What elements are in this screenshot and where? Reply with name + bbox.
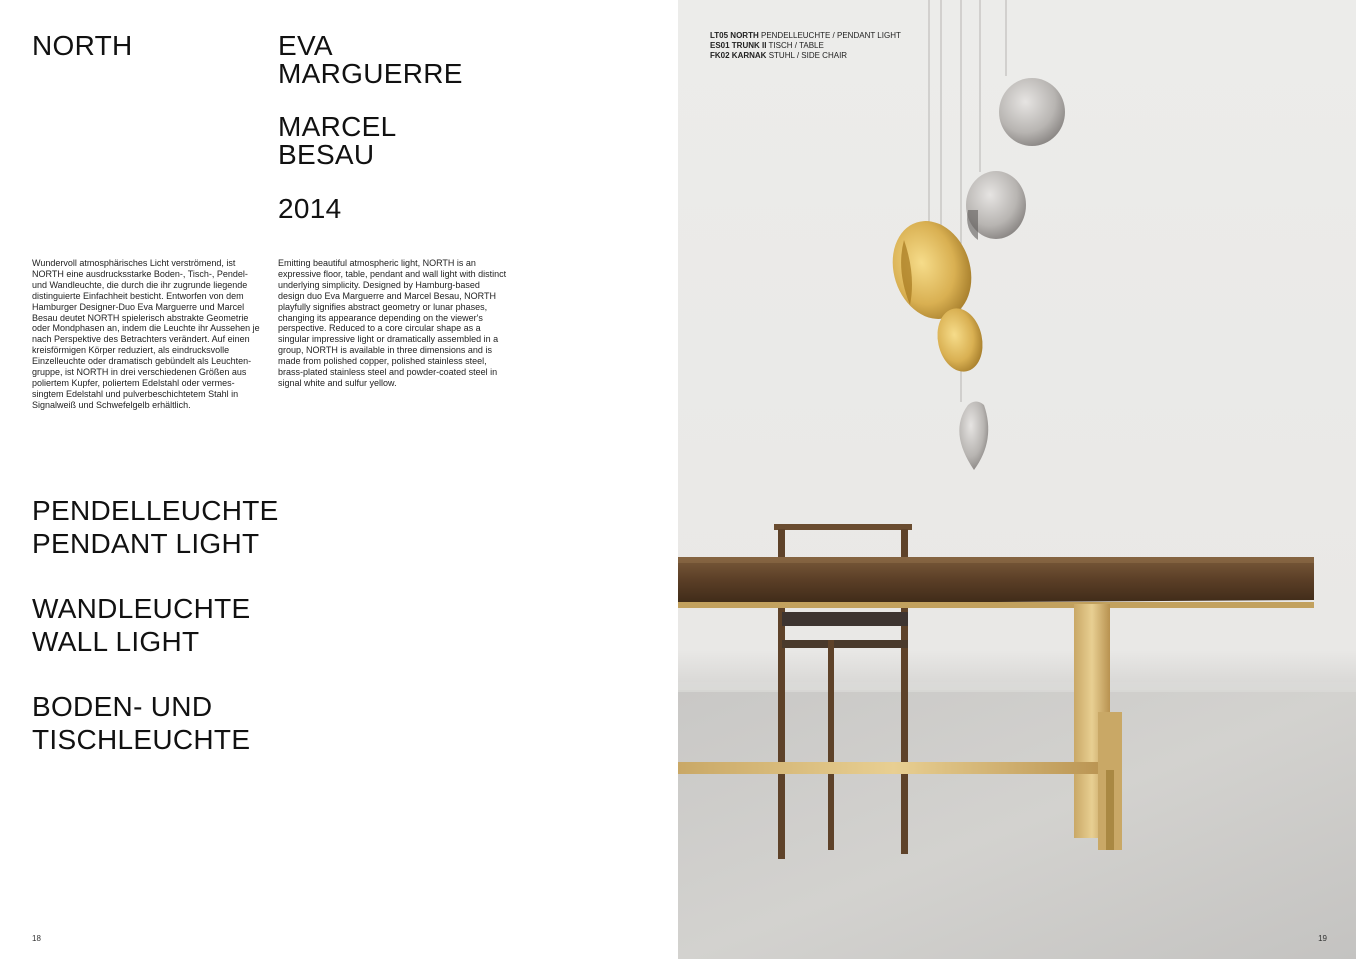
description-german: Wundervoll atmosphärisches Licht verströmend, ist NORTH eine ausdrucksstarke Boden-, Tisch-, Pendel- und Wandleuchte, die durch die ihr zugrunde liegende distinguierte Einfachheit besticht. Entworfen von dem Hamburger Designer-Duo Eva Marguerre und Marcel Besau deutet NORTH spielerisch abstrakte Geometrie oder Mondphasen an, indem die Leuchte ihr Aussehen je nach Perspektive des Betrachters verändert. Auf einen kreisförmigen Körper reduziert, als eindrucksvolle Einzelleuchte oder dramatisch gebündelt als Leuchten-gruppe, ist NORTH in drei verschiedenen Größen aus poliertem Kupfer, poliertem Edelstahl oder vermes-singtem Edelstahl und pulverbeschichtetem Stahl in Signalweiß und Schwefelgelb erhältlich. xyxy=(32,258,260,410)
right-page xyxy=(678,0,1356,959)
product-credits xyxy=(710,31,901,61)
credit-code: FK02 KARNAK xyxy=(710,51,767,60)
type-label-en: PENDANT LIGHT xyxy=(32,528,260,559)
credit-code: ES01 TRUNK II xyxy=(710,41,767,50)
type-wall xyxy=(32,592,279,658)
table-top xyxy=(678,557,1314,604)
credit-desc: TISCH / TABLE xyxy=(768,41,824,50)
product-photo xyxy=(678,0,1356,959)
credit-desc: STUHL / SIDE CHAIR xyxy=(768,51,848,60)
type-floor-table xyxy=(32,690,279,756)
design-year: 2014 xyxy=(278,193,342,224)
type-label-de: PENDELLEUCHTE xyxy=(32,495,279,526)
type-label-de: WANDLEUCHTE xyxy=(32,593,251,624)
type-label-en: WALL LIGHT xyxy=(32,626,200,657)
type-label-line-1: BODEN- UND xyxy=(32,691,213,722)
product-name: NORTH xyxy=(32,30,133,61)
designer-eva-marguerre xyxy=(278,32,538,88)
pendant-silver-disc-1 xyxy=(999,78,1065,146)
product-types xyxy=(32,494,279,788)
credit-code: LT05 NORTH xyxy=(710,31,759,40)
pendant-silver-disc-small xyxy=(959,402,988,471)
credit-line xyxy=(710,51,901,61)
designer-first-name: MARCEL xyxy=(278,111,397,142)
credit-line xyxy=(710,41,901,51)
credit-line xyxy=(710,31,901,41)
page-number-right: 19 xyxy=(1318,934,1327,943)
designer-last-name: BESAU xyxy=(278,139,375,170)
designer-last-name: MARGUERRE xyxy=(278,58,463,89)
pendant-gold-disc-large xyxy=(880,211,983,330)
credit-desc: PENDELLEUCHTE / PENDANT LIGHT xyxy=(760,31,901,40)
designer-first-name: EVA xyxy=(278,30,333,61)
type-pendant xyxy=(32,494,279,560)
type-label-line-2: TISCHLEUCHTE xyxy=(32,724,251,755)
page-number-left: 18 xyxy=(32,934,41,943)
description-english: Emitting beautiful atmospheric light, NORTH is an expressive floor, table, pendant and wall light with distinct underlying simplicity. Designed by Hamburg-based design duo Eva Marguerre and Marcel Besau, NORTH playfully signifies abstract geometry or lunar phases, changing its appearance depending on the viewer's perspective. Reduced to a core circular shape as a singular impressive light or dramatically assembled in a group, NORTH is available in three dimensions and is made from polished copper, polished stainless steel, brass-plated stainless steel and powder-coated steel in signal white and sulfur yellow. xyxy=(278,258,507,388)
designer-marcel-besau xyxy=(278,113,538,169)
